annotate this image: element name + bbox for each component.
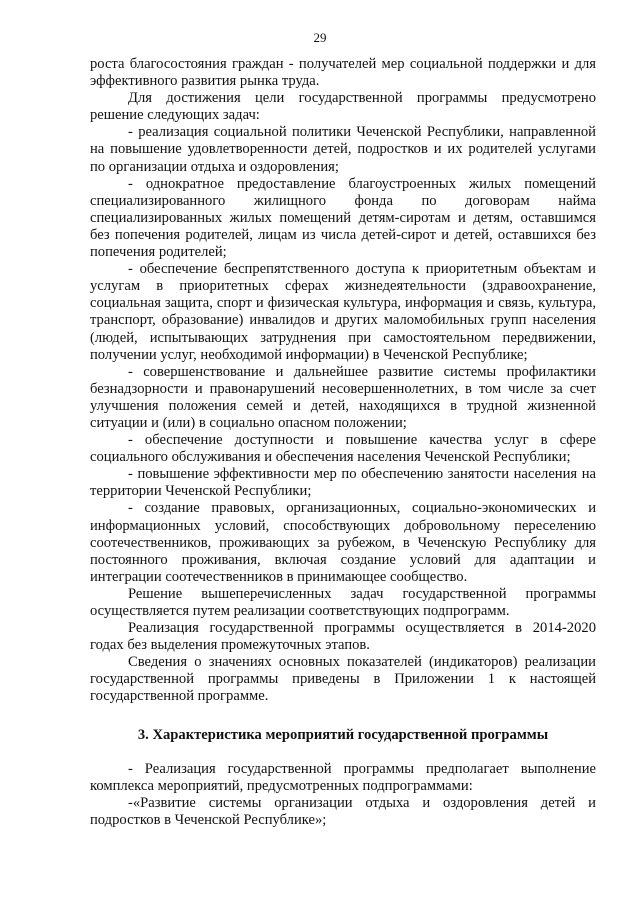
task-item: - реализация социальной политики Чеченской Республики, направленной на повышение удовлетворенности детей, подростков и их родителей услугами по организации отдыха и оздоровления; — [90, 124, 596, 175]
task-item: - однократное предоставление благоустроенных жилых помещений специализированного жилищного фонда по договорам найма специализированных жилых помещений детям-сиротам и детям, оставшимся без попечения родителей, лицам из числа детей-сирот и детей, оставшихся без попечения родителей; — [90, 175, 596, 261]
task-item: - создание правовых, организационных, социально-экономических и информационных условий, способствующих добровольному переселению соотечественников, проживающих за рубежом, в Чеченскую Республику для постоянного проживания, включая создание условий для адаптации и интеграции соотечественников в принимающее сообщество. — [90, 500, 596, 585]
task-item: - совершенствование и дальнейшее развитие системы профилактики безнадзорности и правонарушений несовершеннолетних, в том числе за счет улучшения положения семей и детей, находящихся в трудной жизненной ситуации и (или) в социально опасном положении; — [90, 363, 596, 431]
paragraph: Решение вышеперечисленных задач государственной программы осуществляется путем реализации соответствующих подпрограмм. — [90, 585, 596, 619]
intro-continuation: роста благосостояния граждан - получателей мер социальной поддержки и для эффективного развития рынка труда. — [90, 56, 596, 90]
task-item: - повышение эффективности мер по обеспечению занятости населения на территории Чеченской Республики; — [90, 466, 596, 500]
section-heading: 3. Характеристика мероприятий государственной программы — [137, 726, 549, 743]
paragraph: Реализация государственной программы осуществляется в 2014-2020 годах без выделения промежуточных этапов. — [90, 620, 596, 654]
document-body — [90, 56, 596, 829]
page-number: 29 — [313, 30, 327, 45]
tasks-intro: Для достижения цели государственной программы предусмотрено решение следующих задач: — [90, 90, 596, 124]
task-item: - обеспечение беспрепятственного доступа к приоритетным объектам и услугам в приоритетных сферах жизнедеятельности (здравоохранение, социальная защита, спорт и физическая культура, информация и связь, культура, транспорт, образование) инвалидов и других маломобильных групп населения (людей, испытывающих затруднения при самостоятельном передвижении, получении услуг, необходимой информации) в Чеченской Республике; — [90, 261, 596, 363]
task-item: - обеспечение доступности и повышение качества услуг в сфере социального обслуживания и обеспечения населения Чеченской Республики; — [90, 432, 596, 466]
section-paragraph: -«Развитие системы организации отдыха и оздоровления детей и подростков в Чеченской Республике»; — [90, 794, 596, 828]
section-paragraph: - Реализация государственной программы предполагает выполнение комплекса мероприятий, предусмотренных подпрограммами: — [90, 760, 596, 794]
paragraph: Сведения о значениях основных показателей (индикаторов) реализации государственной программы приведены в Приложении 1 к настоящей государственной программе. — [90, 654, 596, 705]
